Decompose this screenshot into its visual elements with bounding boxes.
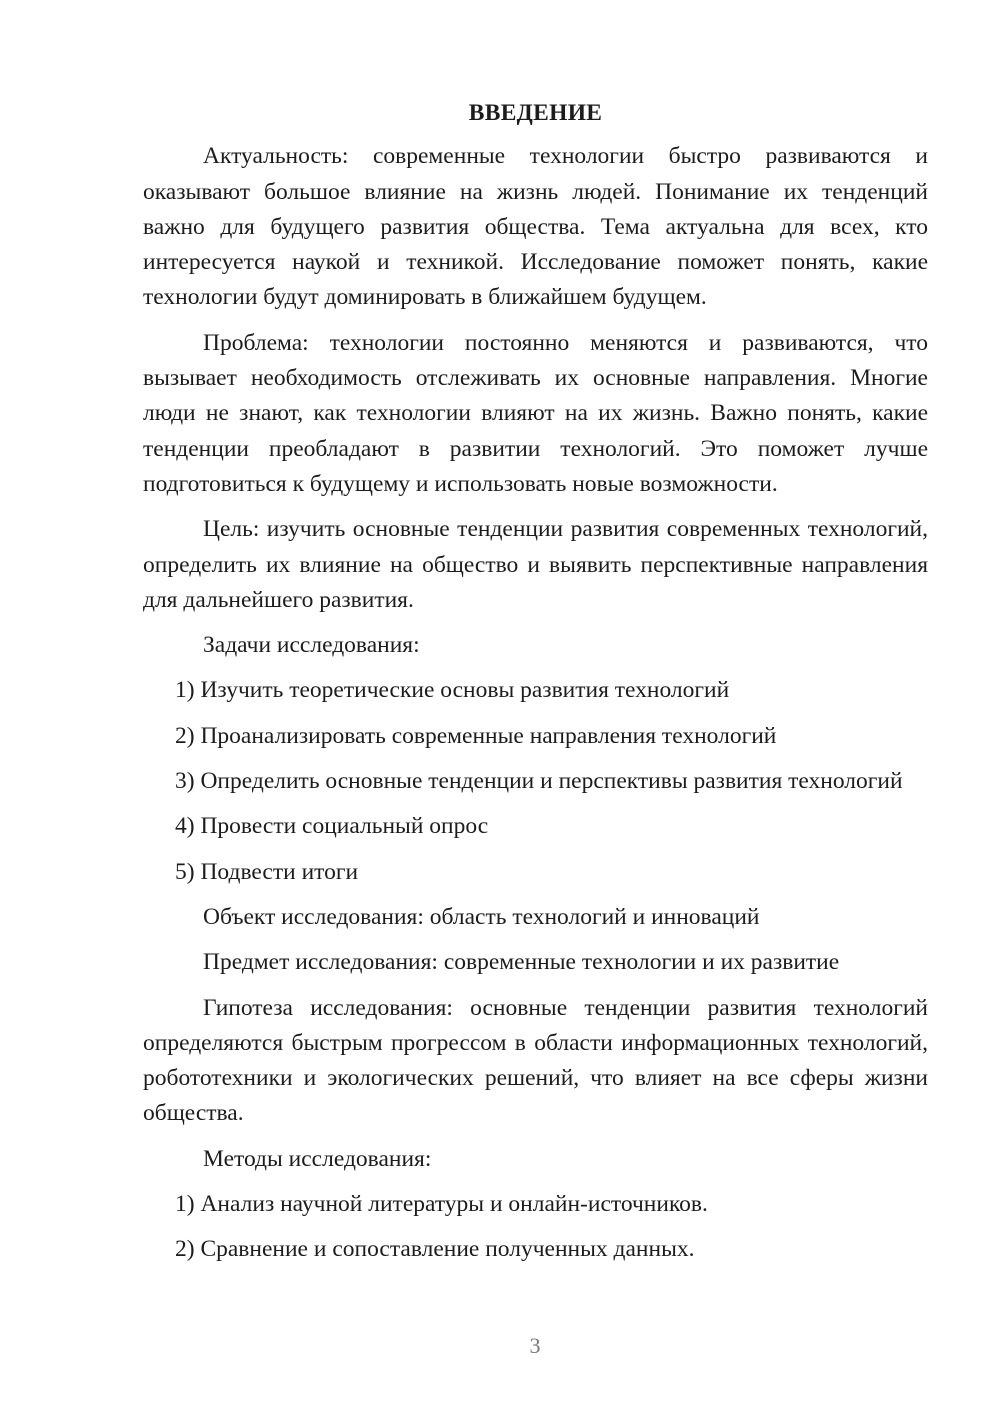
problem-paragraph: Проблема: технологии постоянно меняются и развиваются, что вызывает необходимость отслеживать их основные направления. Многие люди не знают, как технологии влияют на их жизнь. Важно понять, какие тенденции преобладают в развитии технологий. Это поможет лучше подготовиться к будущему и использовать новые возможности. [143,329,928,497]
method-item: 2) Сравнение и сопоставление полученных данных. [175,1236,695,1263]
object-line: Объект исследования: область технологий и инноваций [203,903,760,930]
methods-list [143,1187,928,1268]
subject-line: Предмет исследования: современные технологии и их развитие [203,949,840,976]
task-item: 1) Изучить теоретические основы развития технологий [175,677,730,704]
methods-heading: Методы исследования: [203,1145,432,1172]
section-title: ВВЕДЕНИЕ [468,100,603,126]
task-item: 2) Проанализировать современные направления технологий [175,722,777,749]
hypothesis-paragraph: Гипотеза исследования: основные тенденции развития технологий определяются быстрым прогрессом в области информационных технологий, робототехники и экологических решений, что влияет на все сферы жизни общества. [143,994,928,1127]
page-number: 3 [529,1333,541,1358]
method-item: 1) Анализ научной литературы и онлайн-источников. [175,1191,708,1218]
tasks-list [143,673,928,889]
tasks-heading: Задачи исследования: [203,632,420,659]
task-item: 3) Определить основные тенденции и перспективы развития технологий [175,768,903,795]
task-item: 4) Провести социальный опрос [175,813,489,840]
task-item: 5) Подвести итоги [175,858,359,885]
page-content [143,96,928,1268]
goal-paragraph: Цель: изучить основные тенденции развития современных технологий, определить их влияние на общество и выявить перспективные направления для дальнейшего развития. [143,516,928,613]
relevance-paragraph: Актуальность: современные технологии быстро развиваются и оказывают большое влияние на жизнь людей. Понимание их тенденций важно для будущего развития общества. Тема актуальна для всех, кто интересуется наукой и техникой. Исследование поможет понять, какие технологии будут доминировать в ближайшем будущем. [143,143,928,311]
